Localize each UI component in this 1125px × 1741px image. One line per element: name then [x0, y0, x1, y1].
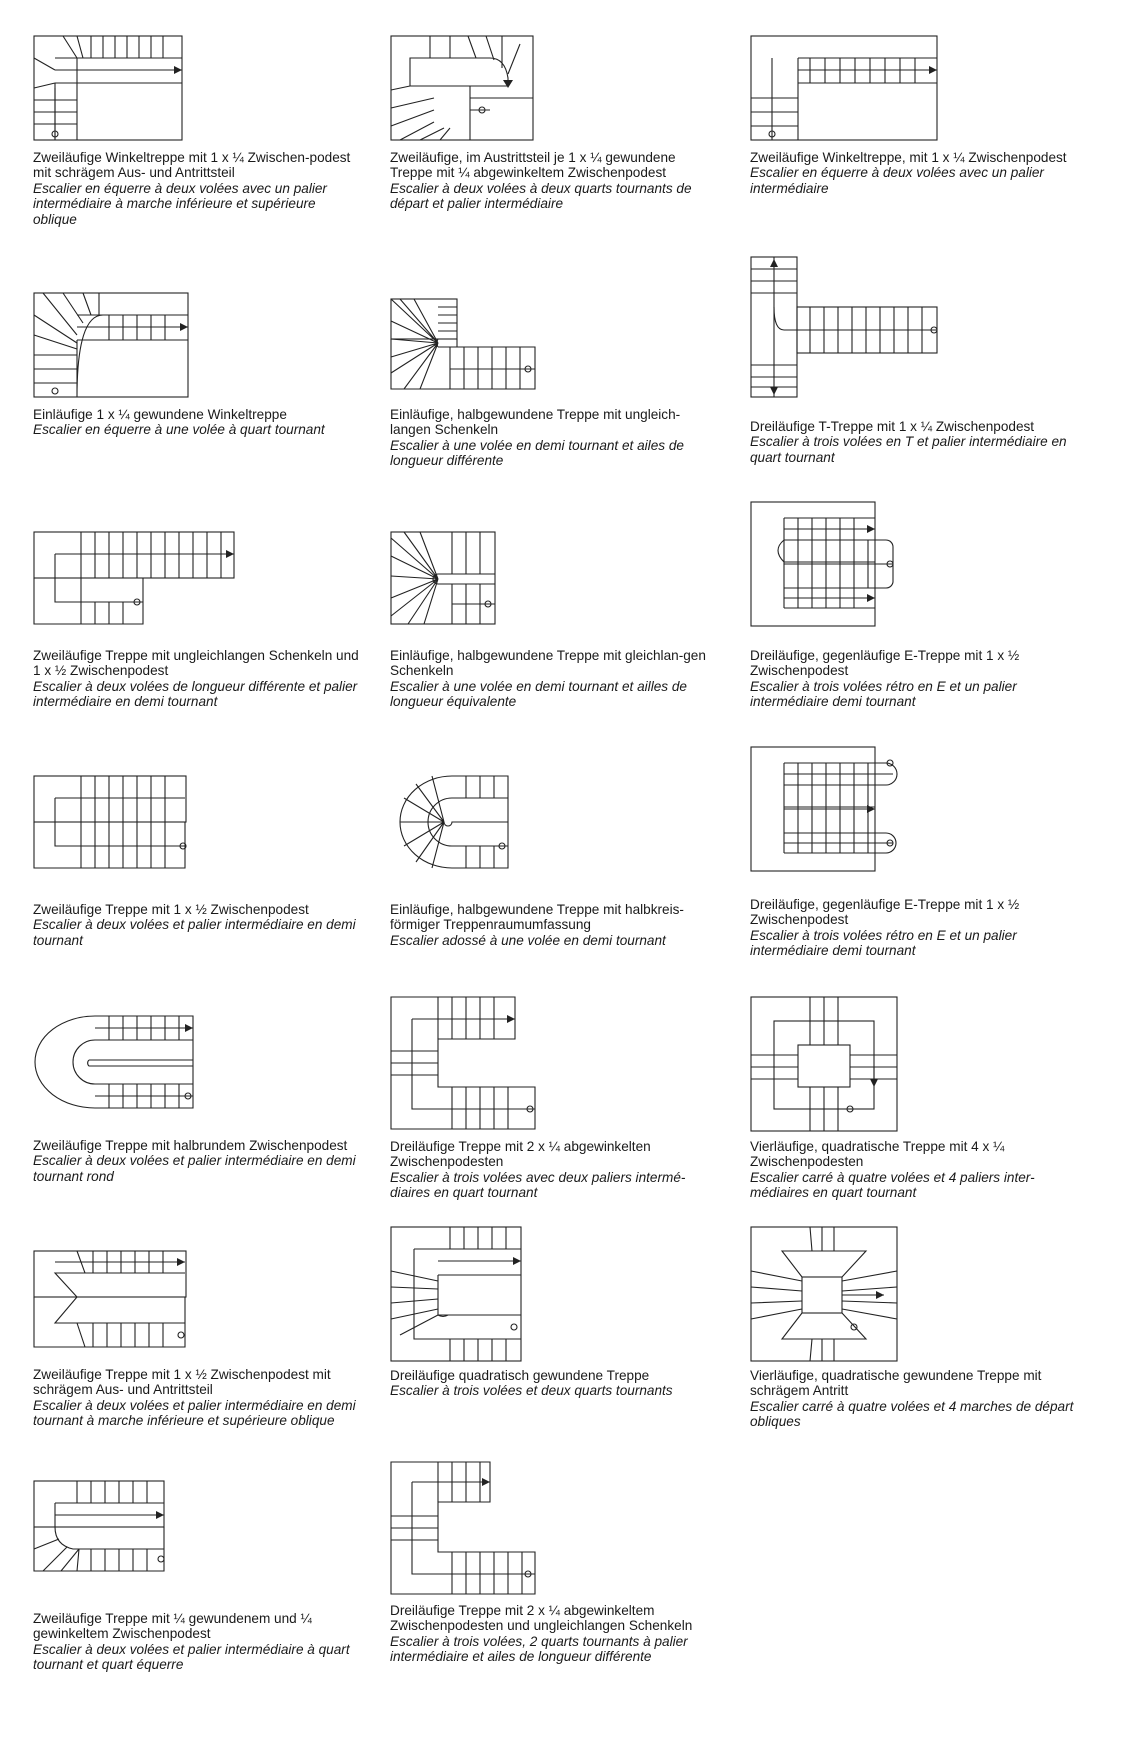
caption-german: Dreiläufige quadratisch gewundene Treppe [390, 1368, 650, 1383]
caption-german: Zweiläufige Treppe mit ¼ gewundenem und ¼ gewinkeltem Zwischenpodest [33, 1611, 312, 1642]
stair-entry [750, 255, 1080, 465]
stair-entry [33, 28, 363, 227]
caption-french: Escalier à trois volées en T et palier intermédiaire en quart tournant [750, 434, 1067, 465]
stair-plan-diagram [390, 995, 720, 1155]
stair-entry [33, 1245, 363, 1429]
stair-entry [390, 1225, 720, 1399]
caption-french: Escalier à deux volées de longueur différente et palier intermédiaire en demi tournant [33, 678, 358, 710]
stair-entry [390, 285, 720, 469]
caption-german: Dreiläufige Treppe mit 2 x ¼ abgewinkelten Zwischenpodesten [390, 1139, 651, 1170]
caption-french: Escalier à deux volées et palier intermédiaire à quart tournant et quart équerre [33, 1641, 350, 1673]
stair-entry [390, 1460, 720, 1665]
caption-french: Escalier en équerre à une volée à quart tournant [33, 422, 325, 438]
stair-plan-diagram [750, 1225, 1080, 1385]
caption-french: Escalier carré à quatre volées et 4 marches de départ obliques [750, 1398, 1074, 1430]
caption-french: Escalier à deux volées à deux quarts tournants de départ et palier intermédiaire [390, 180, 692, 212]
caption-french: Escalier en équerre à deux volées avec un palier intermédiaire à marche inférieure et supérieure oblique [33, 180, 327, 227]
stair-plan-diagram [750, 255, 1080, 415]
caption-french: Escalier à une volée en demi tournant et ailes de longueur différente [390, 437, 684, 469]
stair-entry [750, 500, 1080, 710]
stair-entry [33, 1010, 363, 1184]
stair-entry [390, 995, 720, 1201]
caption-german: Einläufige, halbgewundene Treppe mit gleichlan-gen Schenkeln [390, 648, 706, 679]
stair-plan-diagram [750, 995, 1080, 1155]
caption-german: Vierläufige, quadratische Treppe mit 4 x ¼ Zwischenpodesten [750, 1139, 1005, 1170]
caption-german: Dreiläufige, gegenläufige E-Treppe mit 1 x ½ Zwischenpodest [750, 897, 1020, 928]
caption-german: Zweiläufige, im Austrittsteil je 1 x ¼ gewundene Treppe mit ¼ abgewinkeltem Zwischenpodest [390, 150, 676, 181]
caption-german: Dreiläufige T-Treppe mit 1 x ¼ Zwischenpodest [750, 419, 1035, 434]
stair-entry [750, 1225, 1080, 1430]
caption-german: Zweiläufige Winkeltreppe mit 1 x ¼ Zwischen-podest mit schrägem Aus- und Antrittsteil [33, 150, 351, 181]
stair-entry [750, 28, 1080, 196]
caption-german: Zweiläufige Treppe mit ungleichlangen Schenkeln und 1 x ½ Zwischenpodest [33, 648, 359, 679]
caption-french: Escalier carré à quatre volées et 4 paliers inter-médiaires en quart tournant [750, 1169, 1035, 1201]
caption-german: Zweiläufige Treppe mit 1 x ½ Zwischenpodest mit schrägem Aus- und Antrittsteil [33, 1367, 331, 1398]
caption-german: Zweiläufige Treppe mit halbrundem Zwischenpodest [33, 1138, 348, 1153]
stair-entry [33, 285, 363, 445]
caption-german: Zweiläufige Winkeltreppe, mit 1 x ¼ Zwischenpodest [750, 150, 1067, 165]
stair-plan-diagram [750, 745, 1080, 905]
caption-french: Escalier à une volée en demi tournant et ailles de longueur équivalente [390, 678, 687, 710]
caption-german: Einläufige, halbgewundene Treppe mit halbkreis-förmiger Treppenraumumfassung [390, 902, 684, 933]
caption-french: Escalier à deux volées et palier intermédiaire en demi tournant rond [33, 1153, 356, 1184]
caption-french: Escalier à trois volées rétro en E et un palier intermédiaire demi tournant [750, 678, 1017, 710]
stair-entry [390, 520, 720, 710]
caption-french: Escalier à trois volées rétro en E et un palier intermédiaire demi tournant [750, 927, 1017, 959]
caption-french: Escalier à deux volées et palier intermédiaire en demi tournant à marche inférieure et supérieure oblique [33, 1397, 356, 1429]
caption-french: Escalier à trois volées et deux quarts tournants [390, 1383, 673, 1399]
stair-entry [390, 28, 720, 212]
stair-entry [33, 770, 363, 948]
stair-entry [33, 520, 363, 710]
caption-german: Vierläufige, quadratische gewundene Treppe mit schrägem Antritt [750, 1368, 1042, 1399]
caption-french: Escalier à trois volées avec deux paliers intermé-diaires en quart tournant [390, 1169, 686, 1201]
stair-entry [750, 745, 1080, 959]
caption-german: Zweiläufige Treppe mit 1 x ½ Zwischenpodest [33, 902, 309, 917]
stair-plan-diagram [750, 500, 1080, 660]
caption-german: Dreiläufige, gegenläufige E-Treppe mit 1 x ½ Zwischenpodest [750, 648, 1020, 679]
stair-entry [390, 770, 720, 948]
stair-plan-diagram [390, 1460, 720, 1620]
caption-french: Escalier adossé à une volée en demi tournant [390, 932, 666, 948]
stair-entry [750, 995, 1080, 1201]
caption-german: Dreiläufige Treppe mit 2 x ¼ abgewinkeltem Zwischenpodesten und ungleichlangen Schenkeln [390, 1603, 693, 1634]
caption-french: Escalier en équerre à deux volées avec un palier intermédiaire [750, 165, 1044, 196]
caption-german: Einläufige 1 x ¼ gewundene Winkeltreppe [33, 407, 287, 422]
stair-entry [33, 1475, 363, 1673]
caption-french: Escalier à deux volées et palier intermédiaire en demi tournant [33, 917, 356, 948]
caption-german: Einläufige, halbgewundene Treppe mit ungleich-langen Schenkeln [390, 407, 681, 438]
caption-french: Escalier à trois volées, 2 quarts tournants à palier intermédiaire et ailes de longueur différente [390, 1633, 688, 1665]
stair-plan-diagram [390, 1225, 720, 1385]
